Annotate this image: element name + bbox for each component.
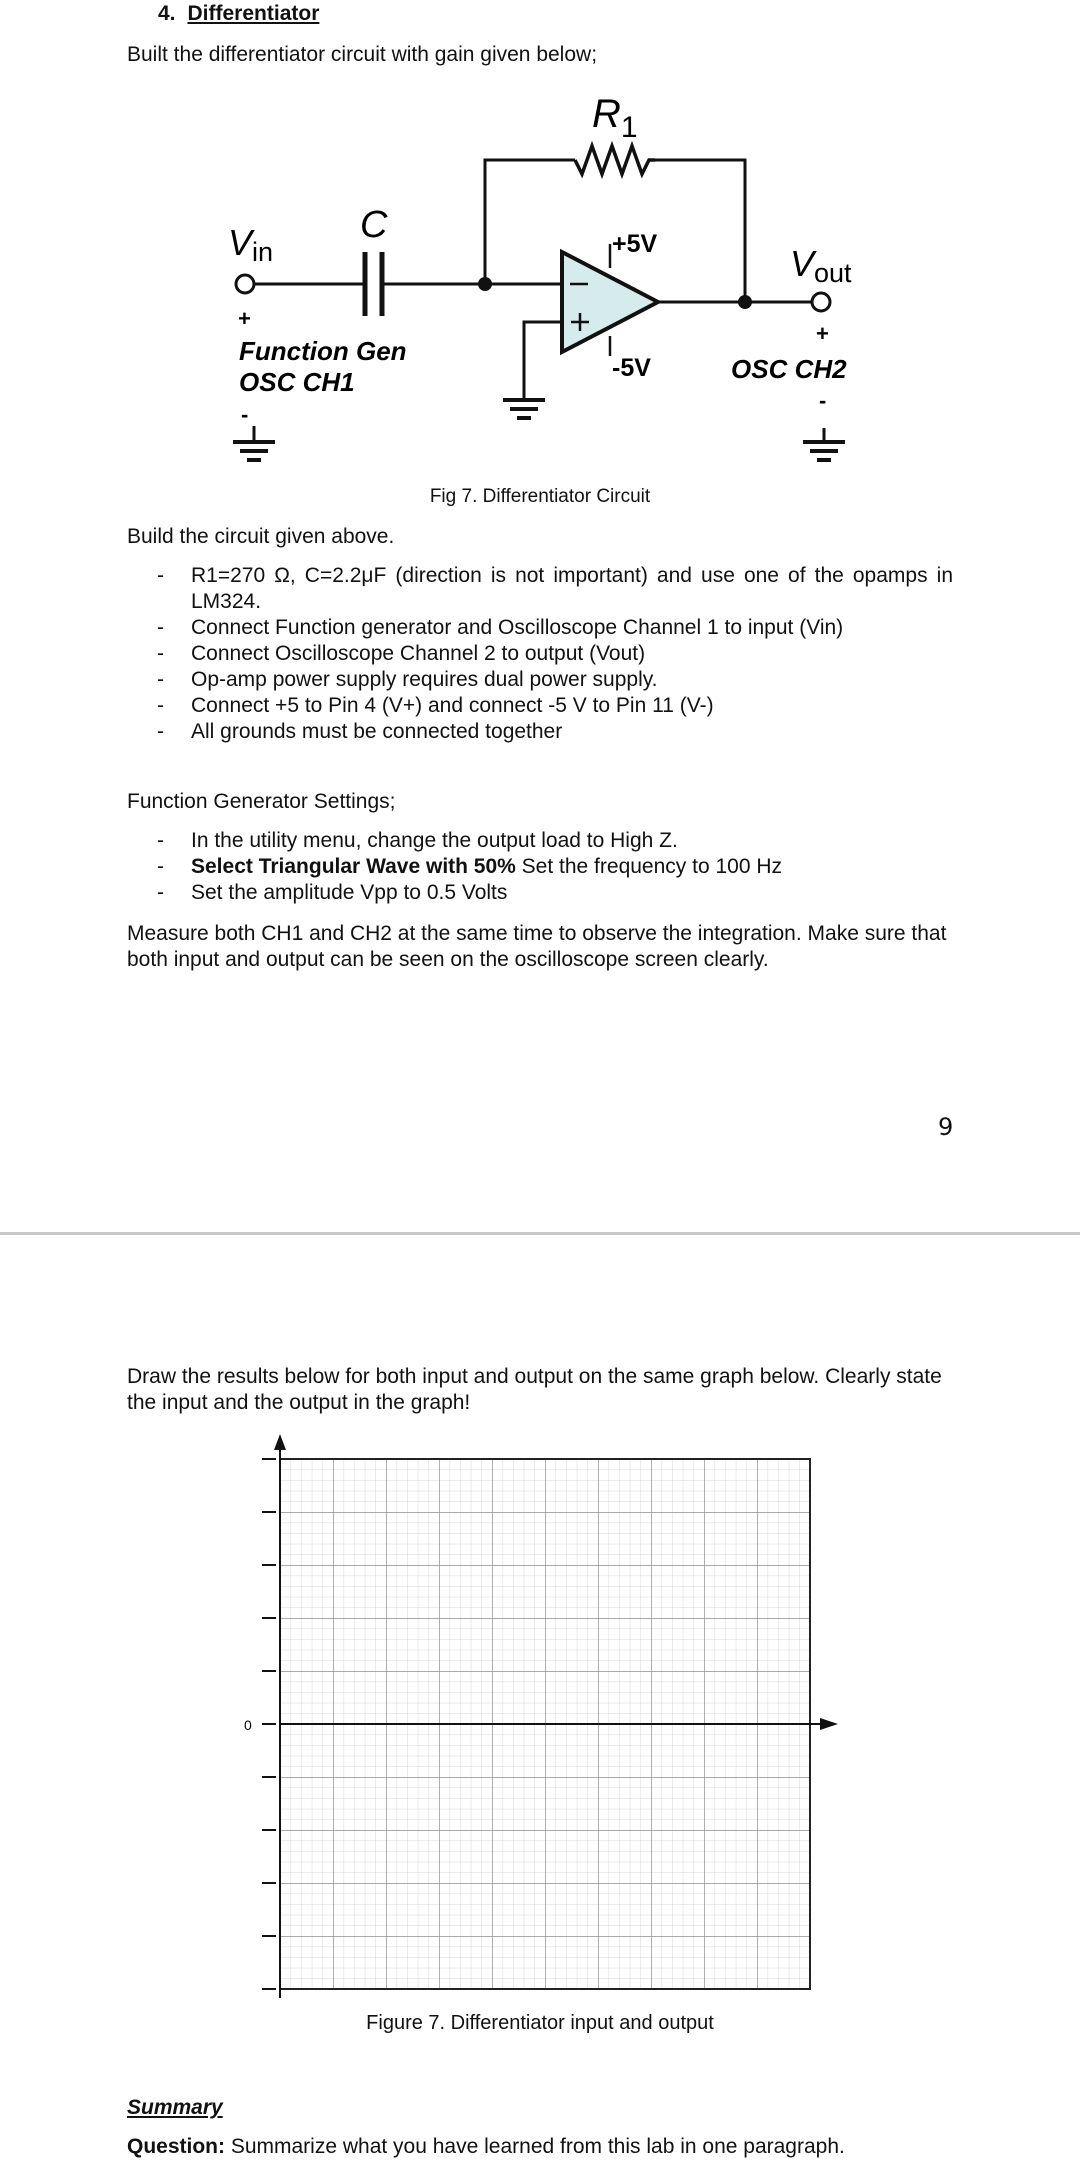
vout-terminal [812,293,830,311]
noninverting-ground-wire [524,322,562,400]
list-item: - Set the amplitude Vpp to 0.5 Volts [127,880,953,906]
resistor-r1 [575,146,655,174]
ground-symbol-right [803,428,845,460]
page-divider [0,1232,1080,1235]
list-item [127,854,953,880]
x-axis-arrow-icon [820,1718,838,1730]
vin-plus-sign: + [238,306,251,331]
vin-minus-sign: - [241,402,249,427]
list-item: - In the utility menu, change the output load to High Z. [127,828,953,854]
section-heading [158,2,319,26]
build-text: Build the circuit given above. [127,525,395,548]
intro-text: Built the differentiator circuit with gain given below; [127,43,598,66]
list-item: - R1=270 Ω, C=2.2μF (direction is not important) and use one of the opamps in LM324. [127,563,953,615]
minus-5v-label: -5V [612,354,651,382]
build-list [127,563,953,745]
fig-caption: Fig 7. Differentiator Circuit [429,486,651,507]
measure-text: Measure both CH1 and CH2 at the same time to observe the integration. Make sure that both input and output can be seen on the oscilloscope screen clearly. [127,922,947,971]
vout-label: Vout [790,243,852,288]
list-item: - Connect Function generator and Oscilloscope Channel 1 to input (Vin) [127,615,953,641]
list-item: - All grounds must be connected together [127,719,953,745]
c-label: C [360,204,388,246]
graph-zero-label: 0 [244,1717,252,1733]
list-item: - Op-amp power supply requires dual power supply. [127,667,953,693]
ground-symbol-left [233,426,275,460]
question-line [127,2134,845,2160]
graph-caption: Figure 7. Differentiator input and output [366,2012,714,2034]
vin-terminal [236,275,254,293]
vin-label: Vin [228,222,274,267]
r1-label: $R_1$ [592,92,638,144]
func-gen-label: Function Gen [239,336,407,366]
fg-settings-title: Function Generator Settings; [127,790,396,813]
list-item: - Connect +5 to Pin 4 (V+) and connect -5 V to Pin 11 (V-) [127,693,953,719]
page-number: 9 [938,1113,954,1141]
fg-settings-list [127,828,953,906]
section-title: Differentiator [187,2,320,25]
blank-graph-grid [230,1430,850,2010]
differentiator-circuit-diagram [0,80,1080,480]
section-number: 4. [158,2,176,25]
junction-dot-output [738,295,752,309]
y-axis-arrow-icon [274,1434,286,1450]
ground-symbol-center [503,400,545,418]
fg-item-rest: Set the frequency to 100 Hz [515,855,783,878]
osc-ch1-label: OSC CH1 [239,367,355,397]
summary-title: Summary [127,2096,223,2119]
feedback-wire-right [655,160,745,302]
draw-instructions: Draw the results below for both input and output on the same graph below. Clearly state the input and the output in the graph! [127,1365,942,1414]
summary-heading [127,2095,223,2121]
junction-dot-input [478,277,492,291]
vout-plus-sign: + [816,321,829,346]
question-text: Summarize what you have learned from this lab in one paragraph. [225,2135,845,2158]
osc-ch2-label: OSC CH2 [731,354,847,384]
plus-5v-label: +5V [612,230,658,258]
list-item: - Connect Oscilloscope Channel 2 to output (Vout) [127,641,953,667]
graph-y-ticks [262,1459,276,1989]
capacitor-c [365,252,382,316]
vout-minus-sign: - [819,388,827,413]
question-label: Question: [127,2135,225,2158]
fg-item-bold: Select Triangular Wave with 50% [191,855,516,878]
